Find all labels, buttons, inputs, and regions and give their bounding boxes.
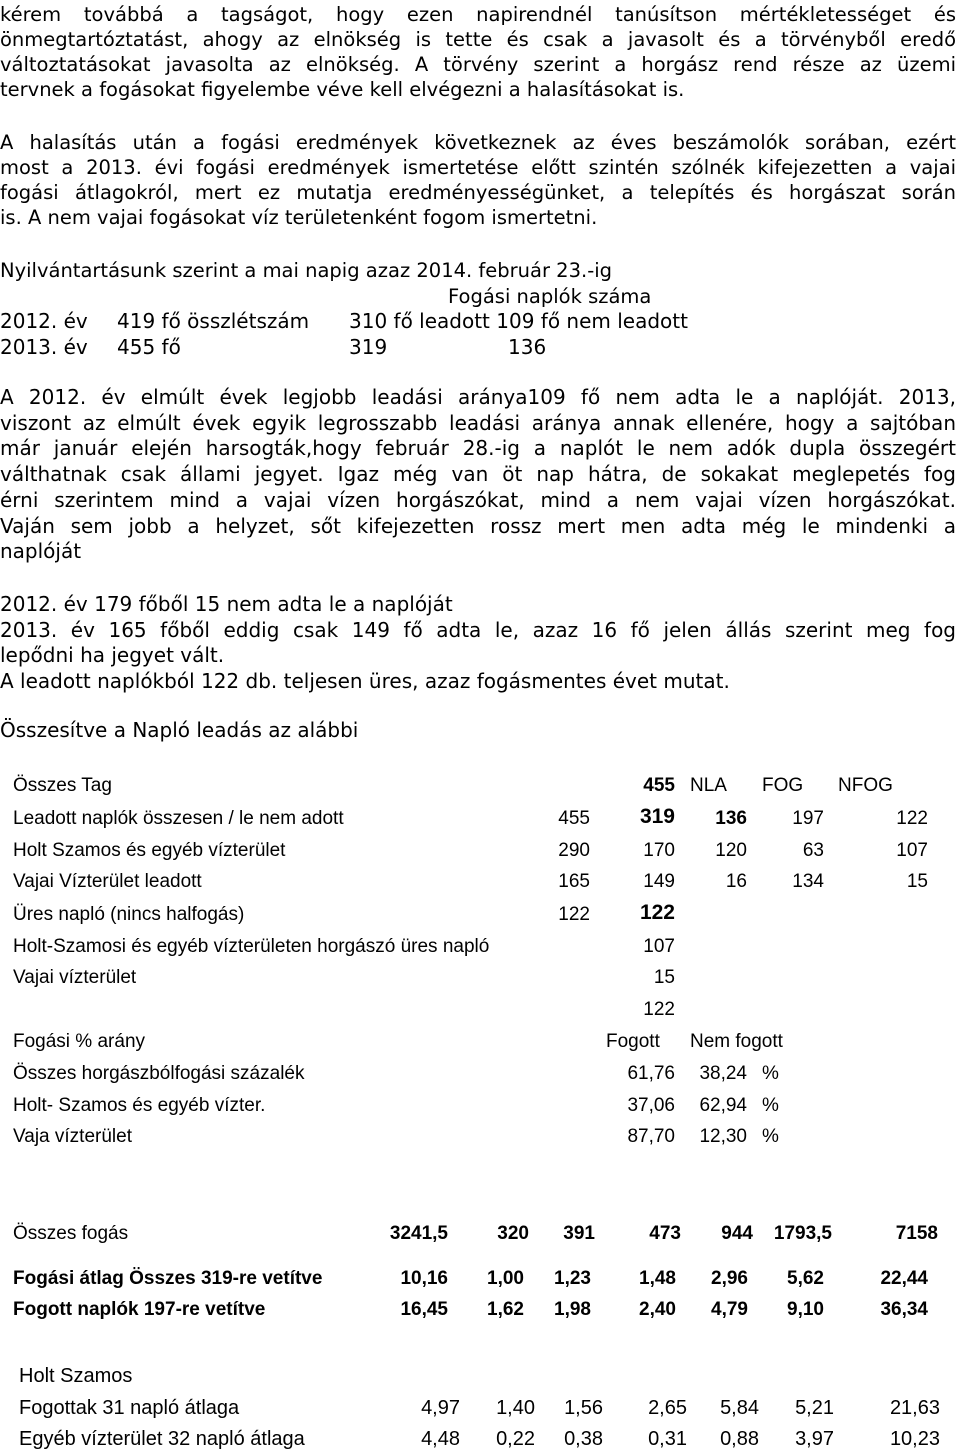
paragraph-line: fogási átlagokról, mert ez mutatja eredményességünket, a telepítés és horgászat során [0,181,956,204]
paragraph-line: tervnek a fogásokat figyelembe véve kell elvégezni a halasításokat is. [0,78,685,101]
cell: 62,94 [699,1095,747,1116]
logbook-submitted: 319 [349,335,388,359]
paragraph-line: 2012. év 179 főből 15 nem adta le a naplóját [0,592,453,616]
cell: 0,38 [564,1428,603,1450]
logbook-not-submitted: 136 [508,335,547,359]
cell: 7158 [895,1223,938,1244]
holt-szamos-title: Holt Szamos [19,1365,133,1387]
cell: 12,30 [699,1126,747,1147]
cell: 120 [715,840,747,861]
paragraph-line: most a 2013. évi fogási eredmények ismertetése előtt szintén szólnék kifejezetten a vajai [0,156,956,179]
cell: 107 [643,936,675,957]
paragraph-line: viszont az elmúlt évek egyik legrosszabb leadási aránya annak ellenére, hogy a sajtóban [0,410,956,435]
cell: 2,40 [639,1299,676,1320]
logbook-total: 419 fő összlétszám [117,309,310,333]
cell: 170 [643,840,675,861]
cell: 1,00 [487,1268,524,1289]
summary-header-fog: FOG [762,775,804,796]
cell: 5,62 [787,1268,824,1289]
cell: 15 [653,967,675,988]
paragraph-line: is. A nem vajai fogásokat víz területenként fogom ismertetni. [0,206,598,229]
cell: 5,84 [720,1397,759,1419]
cell: 37,06 [627,1095,675,1116]
logbook-year: 2012. év [0,309,88,333]
paragraph-vaja [0,592,956,695]
cell: 1793,5 [773,1223,832,1244]
paragraph-line: változtatásokat javasolta az elnökség. A törvény szerint a horgász rend része az üzemi [0,53,956,76]
cell: 22,44 [880,1268,928,1289]
cell: 9,10 [787,1299,824,1320]
cell-unit: % [762,1095,779,1116]
cell: 1,56 [564,1397,603,1419]
cell: 122 [896,808,928,829]
row-label: Fogott naplók 197-re vetítve [13,1299,266,1320]
records-line: Nyilvántartásunk szerint a mai napig azaz 2014. február 23.-ig [0,259,613,282]
paragraph-intro [0,2,956,102]
cell: 455 [558,808,590,829]
cell: 944 [721,1223,753,1244]
cell: 136 [715,808,747,829]
cell: 473 [649,1223,681,1244]
cell-unit: % [762,1126,779,1147]
cell: 4,79 [711,1299,748,1320]
summary-header-total: 455 [643,775,675,796]
logbook-year: 2013. év [0,335,88,359]
cell: 165 [558,871,590,892]
row-label: Holt-Szamosi és egyéb vízterületen horgászó üres napló [13,936,490,957]
cell: 36,34 [880,1299,928,1320]
row-label: Vaja vízterület [13,1126,132,1147]
logbook-submitted: 310 fő leadott 109 fő nem leadott [349,309,688,333]
row-label: Vajai vízterület [13,967,137,988]
cell: 122 [558,904,590,925]
row-label: Holt- Szamos és egyéb vízter. [13,1095,266,1116]
row-label: Fogottak 31 napló átlaga [19,1397,240,1419]
cell: 0,88 [720,1428,759,1450]
cell: 134 [792,871,824,892]
cell: 10,16 [400,1268,448,1289]
paragraph-line: Vaján sem jobb a helyzet, sőt kifejezetten rossz mert men adta még le mindenki a [0,513,956,538]
logbook-total: 455 fő [117,335,181,359]
cell: 320 [497,1223,529,1244]
paragraph-line: A leadott naplókból 122 db. teljesen üres, azaz fogásmentes évet mutat. [0,669,730,694]
paragraph-fishing-results [0,130,956,230]
cell: 290 [558,840,590,861]
cell: 0,31 [648,1428,687,1450]
summary-header-nfog: NFOG [838,775,893,796]
cell: 1,62 [487,1299,524,1320]
cell: 21,63 [889,1397,940,1419]
paragraph-line: önmegtartóztatást, ahogy az elnökség is tette és csak a javasolt és a törvényből eredő [0,28,956,51]
paragraph-line: lepődni ha jegyet vált. [0,643,225,668]
row-label: Összes fogás [13,1223,129,1244]
paragraph-line: már január elején harsogták,hogy február 28.-ig a naplót le nem adók dupla összegért [0,436,956,461]
percent-header-label: Fogási % arány [13,1031,146,1052]
cell: 3,97 [795,1428,834,1450]
summary-header-nla: NLA [690,775,727,796]
paragraph-line: naplóját [0,539,82,564]
cell: 391 [563,1223,595,1244]
summary-header-label: Összes Tag [13,775,112,796]
cell: 3241,5 [389,1223,448,1244]
cell: 1,23 [554,1268,591,1289]
row-label: Összes horgászbólfogási százalék [13,1063,305,1084]
cell: 0,22 [496,1428,535,1450]
cell: 4,48 [421,1428,460,1450]
cell: 122 [639,901,675,924]
cell: 197 [792,808,824,829]
cell: 2,65 [648,1397,687,1419]
percent-header-not-caught: Nem fogott [690,1031,783,1052]
paragraph-line: válthatnak csak állami jegyet. Igaz még van öt nap hátra, de sokakat meglepetés fog [0,462,956,487]
row-label: Holt Szamos és egyéb vízterület [13,840,286,861]
percent-header-caught: Fogott [606,1031,660,1052]
cell: 5,21 [795,1397,834,1419]
cell: 2,96 [711,1268,748,1289]
cell: 1,98 [554,1299,591,1320]
cell: 63 [802,840,824,861]
cell: 38,24 [699,1063,747,1084]
row-label: Üres napló (nincs halfogás) [13,904,245,925]
cell: 15 [906,871,928,892]
cell: 87,70 [627,1126,675,1147]
cell: 10,23 [889,1428,940,1450]
cell-unit: % [762,1063,779,1084]
cell: 16,45 [400,1299,448,1320]
paragraph-line: A halasítás után a fogási eredmények következnek az éves beszámolók sorában, ezért [0,131,956,154]
row-label: Fogási átlag Összes 319-re vetítve [13,1268,323,1289]
row-label: Egyéb vízterület 32 napló átlaga [19,1428,305,1450]
cell: 1,48 [639,1268,676,1289]
cell: 122 [643,999,675,1020]
cell: 61,76 [627,1063,675,1084]
summary-heading: Összesítve a Napló leadás az alábbi [0,718,359,742]
row-label: Leadott naplók összesen / le nem adott [13,808,344,829]
paragraph-line: kérem továbbá a tagságot, hogy ezen napirendnél tanúsítson mértékletességet és [0,3,956,26]
cell: 4,97 [421,1397,460,1419]
cell: 107 [896,840,928,861]
row-label: Vajai Vízterület leadott [13,871,202,892]
logbook-heading: Fogási naplók száma [448,285,652,308]
paragraph-submission-rate [0,385,956,565]
paragraph-line: A 2012. év elmúlt évek legjobb leadási aránya109 fő nem adta le a naplóját. 2013, [0,385,956,409]
cell: 1,40 [496,1397,535,1419]
cell: 149 [643,871,675,892]
cell: 319 [639,805,675,828]
paragraph-line: 2013. év 165 főből eddig csak 149 fő adta le, azaz 16 fő jelen állás szerint meg fog [0,617,956,642]
paragraph-line: érni szerintem mind a vajai vízen horgászókat, mind a nem vajai vízen horgászókat. [0,487,956,512]
cell: 16 [725,871,747,892]
